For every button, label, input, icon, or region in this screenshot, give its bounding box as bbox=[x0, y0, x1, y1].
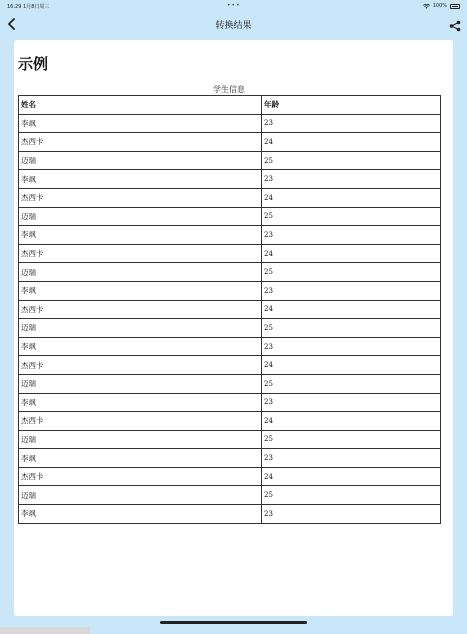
result-document bbox=[14, 40, 453, 616]
status-time: 16:29 bbox=[7, 4, 22, 10]
table-row bbox=[19, 133, 441, 152]
status-bar bbox=[0, 0, 467, 12]
table-row bbox=[19, 393, 441, 412]
multitask-dots-icon[interactable]: ••• bbox=[227, 2, 241, 9]
cell-age: 24 bbox=[262, 133, 441, 152]
cell-age: 23 bbox=[262, 226, 441, 245]
cell-age: 25 bbox=[262, 263, 441, 282]
cell-age: 25 bbox=[262, 151, 441, 170]
cell-name: 李飒 bbox=[19, 393, 262, 412]
cell-name: 杰西卡 bbox=[19, 188, 262, 207]
cell-name: 李飒 bbox=[19, 449, 262, 468]
table-row bbox=[19, 170, 441, 189]
cell-name: 迈瑞 bbox=[19, 151, 262, 170]
table-row bbox=[19, 114, 441, 133]
cell-age: 24 bbox=[262, 188, 441, 207]
cell-age: 24 bbox=[262, 467, 441, 486]
battery-percent: 100% bbox=[432, 3, 447, 9]
table-row bbox=[19, 319, 441, 338]
cell-age: 23 bbox=[262, 449, 441, 468]
cell-age: 25 bbox=[262, 486, 441, 505]
header-age: 年龄 bbox=[262, 96, 441, 115]
table-row bbox=[19, 430, 441, 449]
page-title: 转换结果 bbox=[215, 21, 252, 31]
table-body bbox=[19, 114, 441, 523]
cell-name: 杰西卡 bbox=[19, 467, 262, 486]
share-button[interactable] bbox=[449, 17, 463, 31]
cell-name: 杰西卡 bbox=[19, 133, 262, 152]
cell-age: 24 bbox=[262, 244, 441, 263]
cell-age: 23 bbox=[262, 337, 441, 356]
cell-age: 23 bbox=[262, 281, 441, 300]
document-heading: 示例 bbox=[18, 55, 49, 73]
table-row bbox=[19, 337, 441, 356]
bottom-strip bbox=[0, 627, 90, 634]
student-table bbox=[18, 95, 441, 524]
cell-age: 23 bbox=[262, 505, 441, 524]
status-date: 1月8日周三 bbox=[23, 4, 50, 10]
table-row bbox=[19, 412, 441, 431]
table-row bbox=[19, 356, 441, 375]
table-row bbox=[19, 374, 441, 393]
cell-name: 杰西卡 bbox=[19, 244, 262, 263]
share-icon bbox=[449, 20, 461, 32]
cell-name: 李飒 bbox=[19, 505, 262, 524]
table-row bbox=[19, 505, 441, 524]
table-row bbox=[19, 244, 441, 263]
cell-age: 23 bbox=[262, 170, 441, 189]
table-row bbox=[19, 207, 441, 226]
cell-age: 24 bbox=[262, 300, 441, 319]
cell-age: 24 bbox=[262, 412, 441, 431]
cell-name: 杰西卡 bbox=[19, 356, 262, 375]
table-row bbox=[19, 486, 441, 505]
table-row bbox=[19, 467, 441, 486]
cell-name: 迈瑞 bbox=[19, 486, 262, 505]
cell-age: 25 bbox=[262, 430, 441, 449]
cell-name: 杰西卡 bbox=[19, 412, 262, 431]
cell-name: 迈瑞 bbox=[19, 430, 262, 449]
cell-age: 25 bbox=[262, 207, 441, 226]
table-row bbox=[19, 300, 441, 319]
battery-icon bbox=[450, 4, 460, 9]
cell-age: 25 bbox=[262, 374, 441, 393]
cell-name: 李飒 bbox=[19, 281, 262, 300]
navigation-bar bbox=[0, 12, 467, 38]
wifi-icon bbox=[423, 4, 430, 9]
status-indicators bbox=[423, 3, 460, 9]
cell-name: 迈瑞 bbox=[19, 319, 262, 338]
table-caption: 学生信息 bbox=[213, 85, 245, 94]
home-indicator[interactable] bbox=[160, 621, 307, 624]
table-row bbox=[19, 449, 441, 468]
cell-age: 23 bbox=[262, 114, 441, 133]
status-time-date bbox=[7, 3, 49, 10]
table-row bbox=[19, 226, 441, 245]
table-row bbox=[19, 151, 441, 170]
cell-age: 24 bbox=[262, 356, 441, 375]
cell-name: 杰西卡 bbox=[19, 300, 262, 319]
student-table-container bbox=[18, 84, 440, 524]
cell-name: 迈瑞 bbox=[19, 374, 262, 393]
table-row bbox=[19, 263, 441, 282]
cell-name: 李飒 bbox=[19, 226, 262, 245]
cell-name: 迈瑞 bbox=[19, 207, 262, 226]
cell-name: 迈瑞 bbox=[19, 263, 262, 282]
cell-name: 李飒 bbox=[19, 337, 262, 356]
cell-name: 李飒 bbox=[19, 170, 262, 189]
table-row bbox=[19, 281, 441, 300]
table-row bbox=[19, 188, 441, 207]
cell-name: 李飒 bbox=[19, 114, 262, 133]
table-header-row bbox=[19, 96, 441, 115]
header-name: 姓名 bbox=[19, 96, 262, 115]
cell-age: 23 bbox=[262, 393, 441, 412]
cell-age: 25 bbox=[262, 319, 441, 338]
